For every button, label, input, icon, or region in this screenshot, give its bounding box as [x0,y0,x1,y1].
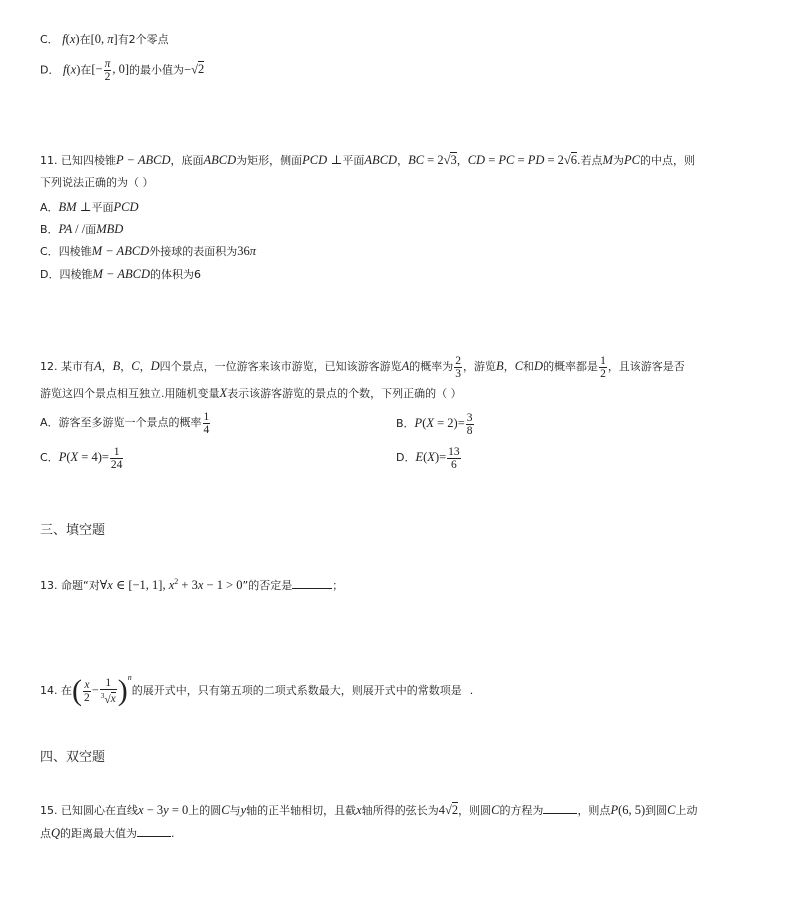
q12-option-a [40,408,211,438]
fraction-x-2: $\frac{x}{2}$ [84,678,90,704]
math-d: D [534,359,544,373]
question-text: 和 [523,360,535,373]
question-text: 与 [229,804,241,817]
question-text: 上动 [675,804,698,817]
option-text: 有2个零点 [117,33,169,46]
question-text: 的概率都是 [543,360,599,373]
option-label: D． [396,451,416,464]
math-minus: − [91,683,99,697]
section-title: 四、双空题 [40,750,106,765]
option-text: 外接球的表面积为 [149,245,238,258]
question-text: .若点 [577,154,603,167]
option-text: 平面 [91,201,114,214]
math-ex: E(X)= [415,450,447,464]
math-neg-sqrt2: −√2 [184,62,205,77]
math-forall: ∀x ∈ [−1, 1], $x^2 + 3x - 1 > 0$ [99,577,243,593]
option-text: 四棱锥 [58,245,92,258]
option-label: C． [40,451,59,464]
math-spots: D [150,359,160,373]
question-text: 点 [40,827,51,840]
q13 [40,574,343,594]
fraction-2-3: $\frac{2}{3}$ [455,354,462,380]
q12-stem-line2 [40,385,462,402]
fraction-13-6: $\frac{13}{6}$ [448,445,460,471]
math-c: C [514,359,524,373]
option-label: D． [40,268,60,281]
answer-blank [137,826,171,837]
math-pyramid: P − ABCD [116,153,171,167]
q12-option-c [40,442,124,473]
question-text: ，底面 [170,154,204,167]
question-text: 的方程为 [499,804,544,817]
math-pcd: PCD [113,200,139,214]
option-text: 面 [85,223,97,236]
question-text: 四个景点，一位游客来该市游览，已知该游客游览 [159,360,402,373]
option-label: C． [40,245,59,258]
question-text: 的概率为 [409,360,454,373]
answer-blank [292,578,332,589]
fraction-3-8: $\frac{3}{8}$ [466,411,473,437]
option-text: 游客至多游览一个景点的概率 [58,416,202,429]
option-label: D． [40,63,60,77]
option-text: 的体积为6 [150,268,201,281]
math-c: C [667,803,676,817]
question-text: 11. 已知四棱锥 [40,154,116,167]
option-label: B． [40,223,59,236]
question-text: 15. 已知圆心在直线 [40,804,138,817]
math-face: PCD [302,153,328,167]
q10-option-d [40,58,204,83]
q11-option-c [40,243,256,260]
math-c: C [491,803,500,817]
math-36pi: 36π [237,244,256,258]
question-text: 游览这四个景点相互独立.用随机变量 [40,387,220,400]
option-text: 的最小值为 [129,63,185,77]
question-text: ， [101,360,113,373]
option-label: C． [40,33,59,46]
question-text: 的中点，则 [639,154,695,167]
question-text: 上的圆 [188,804,222,817]
question-text: 下列说法正确的为（ ） [40,176,154,189]
question-text: 的距离最大值为 [60,827,138,840]
math-base: ABCD [364,153,398,167]
question-text: ， [397,154,409,167]
math-fx: f(x) [62,62,81,77]
q11-option-a [40,199,138,216]
question-text: 平面 [342,154,365,167]
math-base: ABCD [203,153,237,167]
question-text: 的展开式中，只有第五项的二项式系数最大，则展开式中的常数项是 [131,684,462,697]
fraction-1-cbrt-x: $\frac{1}{^3√x}$ [100,676,116,706]
question-text: ，游览 [463,360,497,373]
q14 [40,660,473,709]
question-text: ，则点 [577,804,611,817]
question-text: 表示该游客游览的景点的个数，下列正确的（ ） [227,387,462,400]
option-label: A． [40,416,59,429]
math-px4: P(X = 4)= [58,450,109,464]
option-text: 四棱锥 [59,268,93,281]
math-spots: A [94,359,102,373]
question-text: ； [332,579,344,593]
math-paren: ( [72,674,82,707]
section-title: 三、填空题 [40,523,106,538]
math-cd: CD = PC = PD = 2√6 [467,153,578,167]
question-text: 为 [612,154,624,167]
math-mbd: MBD [96,222,124,236]
q12-option-b [396,408,475,439]
question-text: 到圆 [645,804,668,817]
math-px2: P(X = 2)= [414,416,465,430]
math-4sqrt2: 4√2 [438,803,459,817]
fraction-1-2: $\frac{1}{2}$ [600,354,606,380]
math-pa: PA / / [58,222,86,236]
math-interval: [− $\frac{\pi}{2}$ , 0] [91,58,130,83]
question-text: ， [139,360,151,373]
math-m-abcd: M − ABCD [92,267,150,281]
question-text: ”的否定是 [242,579,293,593]
option-label: B． [396,417,415,430]
question-text: ， [120,360,132,373]
math-spots: B [112,359,121,373]
question-text: 为矩形，侧面 [236,154,303,167]
q11-option-b [40,221,123,238]
math-point-p: P(6, 5) [610,803,646,817]
math-a: A [401,359,410,373]
math-spots: C [131,359,140,373]
math-m-abcd: M − ABCD [91,244,150,258]
math-q: Q [51,826,61,840]
q12-stem [40,352,685,381]
math-bm: BM ⊥ [58,200,92,214]
question-text: 12. 某市有 [40,360,94,373]
option-label: A． [40,201,59,214]
fraction-1-24: $\frac{1}{24}$ [110,445,123,471]
answer-blank [543,803,577,814]
math-perp: ⊥ [330,153,343,167]
question-text: ， [456,154,468,167]
q11-stem [40,152,695,169]
math-line: x − 3y = 0 [138,803,189,817]
question-text: 14. 在 [40,684,72,697]
math-fx: f(x) [62,32,80,46]
q11-stem-line2 [40,175,154,191]
math-interval: [0, π] [90,32,118,46]
question-text: . [171,827,175,840]
question-text: 轴的正半轴相切，且截 [246,804,357,817]
question-text: ，则圆 [458,804,492,817]
math-c: C [221,803,230,817]
math-b: B [496,359,504,373]
math-bc: BC = 2√3 [408,153,457,167]
q11-option-d [40,266,201,283]
question-text: ，且该游客是否 [607,360,685,373]
q10-option-c [40,31,169,48]
math-pc: PC [623,153,640,167]
math-y: y [240,803,247,817]
fraction-1-4: $\frac{1}{4}$ [203,410,210,436]
option-text: 在 [80,63,92,77]
question-text: ， [503,360,515,373]
question-text: 轴所得的弦长为 [361,804,439,817]
math-exp-n: n [127,673,132,682]
math-m: M [602,153,613,167]
q15-line2 [40,825,175,842]
q15 [40,802,698,819]
math-paren: ) [117,674,128,707]
math-x: x [356,803,362,817]
q12-option-d [396,442,462,473]
math-x: X [219,386,228,400]
option-text: 在 [79,33,91,46]
question-text: 13. 命题“对 [40,579,100,593]
question-text: . [469,684,474,697]
